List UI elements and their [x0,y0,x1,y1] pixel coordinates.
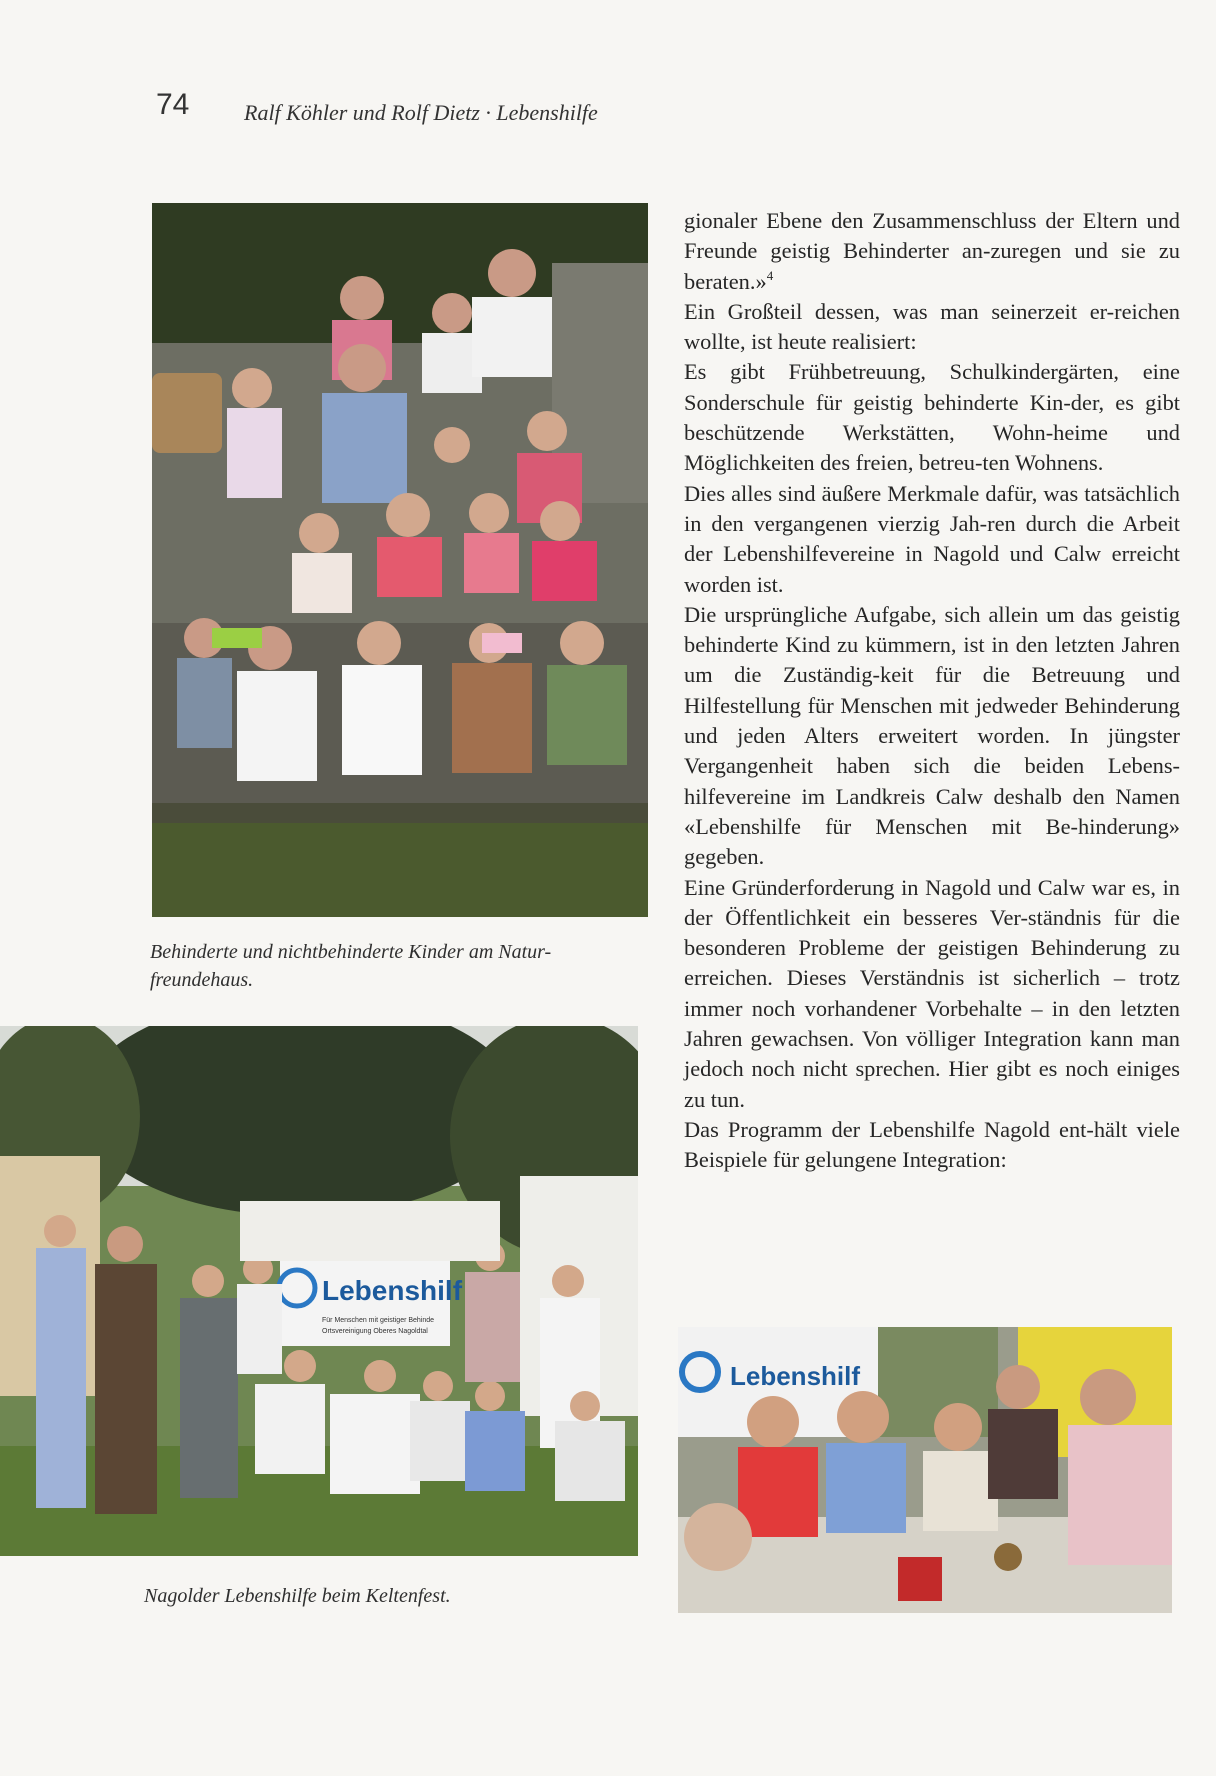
paragraph: Dies alles sind äußere Merkmale dafür, was tatsächlich in den vergangenen vierzig Jah-ren durch die Arbeit der Lebenshilfevereine in Nagold und Calw erreicht worden ist. [684,480,1180,597]
banner-subtext-1: Für Menschen mit geistiger Behinde [322,1317,435,1324]
paragraph: Das Programm der Lebenshilfe Nagold ent-hält viele Beispiele für gelungene Integration: [684,1116,1180,1173]
running-head: Ralf Köhler und Rolf Dietz · Lebenshilfe [244,100,598,125]
paragraph: Eine Gründerforderung in Nagold und Calw war es, in der Öffentlichkeit ein besseres Ver-ständnis für die besonderen Probleme der geistigen Behinderung zu erreichen. Dieses Verständnis ist sicherlich – trotz immer noch vorhandener Vorbehalte – in den letzten Jahren gewachsen. Von völliger Integration kann man jedoch noch nicht sprechen. Hier gibt es noch einiges zu tun. [684,874,1180,1112]
body-text-column [684,206,1180,1176]
banner-text: Lebenshilf [322,1275,463,1306]
paragraph: Es gibt Frühbetreuung, Schulkindergärten, eine Sonderschule für geistig behinderte Kin-der, es gibt beschützende Werkstätten, Wohn-heime und Möglichkeiten des freien, betreu-ten Wohnens. [684,359,1180,476]
page-number: 74 [156,88,190,121]
banner-subtext-2: Ortsvereinigung Oberes Nagoldtal [322,1328,428,1335]
banner-text: Lebenshilf [730,1361,861,1391]
paragraph: Ein Großteil dessen, was man seinerzeit er-reichen wollte, ist heute realisiert: [684,298,1180,355]
photo-keltenfest-group [0,1026,638,1556]
photo-children-group [152,203,648,917]
photo-craft-table [678,1327,1172,1613]
figure-caption: Behinderte und nichtbehinderte Kinder am Natur-freundehaus. [150,941,552,991]
paragraph: gionaler Ebene den Zusammenschluss der Eltern und Freunde geistig Behinderter an-zuregen und sie zu beraten.»$^4$ [684,208,1180,294]
footnote-marker: 4 [766,267,774,283]
paragraph: Die ursprüngliche Aufgabe, sich allein um das geistig behinderte Kind zu kümmern, ist in den letzten Jahren um die Zuständig-keit für die Betreuung und Hilfestellung für Menschen mit jedweder Behinderung und jeden Alters erweitert worden. In jüngster Vergangenheit haben sich die beiden Lebens-hilfevereine im Landkreis Calw deshalb den Namen «Lebenshilfe für Menschen mit Be-hinderung» gegeben. [684,601,1180,870]
figure-caption: Nagolder Lebenshilfe beim Keltenfest. [144,1585,451,1607]
